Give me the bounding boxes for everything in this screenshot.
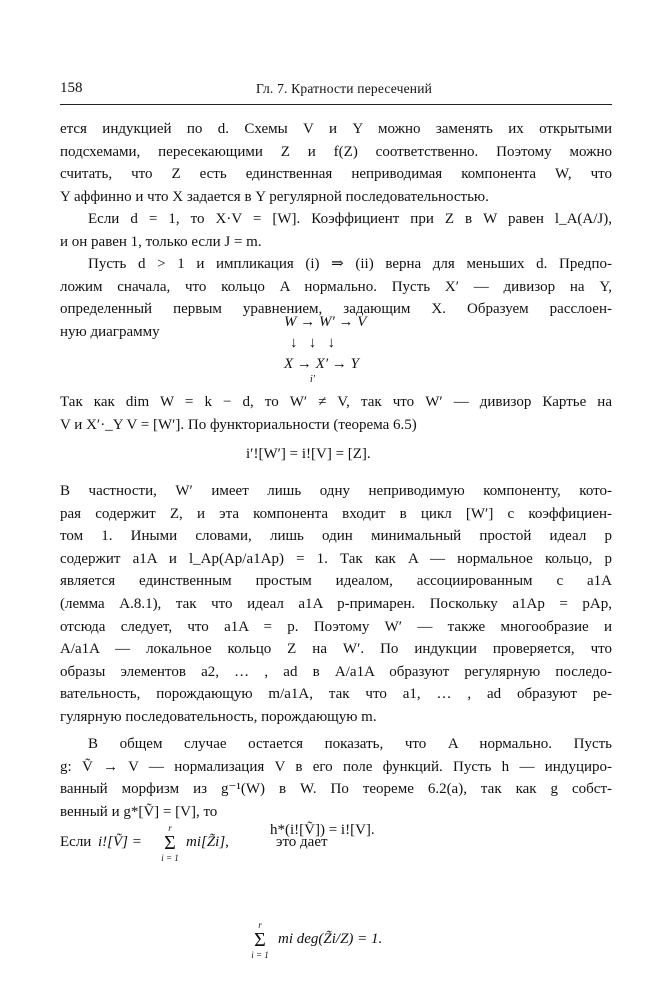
sum-upper-limit: r: [168, 823, 172, 833]
text-line: венный и g*[Ṽ] = [V], то: [60, 803, 218, 820]
sum-upper-limit: r: [258, 920, 262, 930]
text-line: содержит a1A и l_Ap(Ap/a1Ap) = 1. Так как A — нормальное кольцо, p: [60, 550, 612, 567]
sum-lower-limit: i = 1: [251, 950, 269, 960]
text-line: ную диаграмму: [60, 323, 160, 340]
text-line: отсюда следует, что a1A = p. Поэтому W′ — также многообразие и: [60, 618, 612, 635]
text-line: гулярную последовательность, порождающую m.: [60, 708, 377, 725]
text-line: является единственным простым идеалом, ассоциированным с a1A: [60, 573, 612, 590]
text-line: В общем случае остается показать, что A нормально. Пусть: [88, 736, 612, 752]
page-header: [60, 80, 612, 102]
text-line: ванный морфизм из g⁻¹(W) в W. По теореме 6.2(a), так как g собст-: [60, 781, 612, 798]
paragraph-6: [60, 733, 612, 823]
diagram-arrows: ↓ ↓ ↓: [290, 335, 335, 351]
formula-expression: mi deg(Z̃i/Z) = 1.: [278, 931, 383, 947]
text-line: рая содержит Z, и эта компонента входит в цикл [W′] с коэффициен-: [60, 505, 612, 522]
sum-sign: [250, 920, 270, 960]
text-line: считать, что Z есть единственная неприводимая компонента W, что: [60, 166, 612, 183]
sum-symbol: Σ: [254, 929, 266, 951]
text-line: Если d = 1, то X·V = [W]. Коэффициент при Z в W равен l_A(A/J),: [88, 211, 612, 227]
header-rule: [60, 104, 612, 105]
text-line: и он равен 1, только если J = m.: [60, 233, 262, 250]
sum-sign: [160, 823, 180, 863]
text-line: том 1. Иными словами, лишь один минимальный простой идеал p: [60, 528, 612, 545]
text-line: образы элементов a2, … , ad в A/a1A образуют регулярную последо-: [60, 663, 612, 680]
paragraph-4: [60, 391, 612, 436]
text-tail: это дает: [276, 834, 328, 850]
diagram-top-row: W → W′ → V: [284, 314, 367, 330]
text-line: Y аффинно и что X задается в Y регулярной последовательностью.: [60, 188, 489, 205]
text-line: A/a1A — локальное кольцо Z на W′. По индукции проверяется, что: [60, 641, 612, 658]
display-formula-1: i′![W′] = i![V] = [Z].: [246, 446, 371, 462]
text-line: V и X′·_Y V = [W′]. По функториальности (теорема 6.5): [60, 416, 417, 433]
paragraph-1: [60, 118, 612, 208]
text-line: Так как dim W = k − d, то W′ ≠ V, так что W′ — дивизор Картье на: [60, 394, 612, 410]
text-line: В частности, W′ имеет лишь одну неприводимую компоненту, кото-: [60, 483, 612, 499]
text-line: вательность, порождающую m/a1A, так что a1, … , ad образуют ре-: [60, 686, 612, 703]
paragraph-5: [60, 480, 612, 729]
sum-line: [60, 813, 480, 863]
diagram-label: i′: [310, 374, 315, 385]
display-formula-3: [250, 920, 470, 976]
text-line: определенный первым уравнением, задающим X. Образуем расслоен-: [60, 301, 612, 318]
text-lead: Если: [60, 834, 92, 850]
text-line: Пусть d > 1 и импликация (i) ⇒ (ii) верна для меньших d. Предпо-: [88, 256, 612, 272]
sum-lower-limit: i = 1: [161, 853, 179, 863]
paragraph-2: [60, 208, 612, 253]
sum-rhs: mi[Z̃i],: [186, 834, 229, 850]
text-line: подсхемами, пересекающими Z и f(Z) соответственно. Поэтому можно: [60, 143, 612, 160]
display-formula-2: h*(i![Ṽ]) = i![V].: [270, 822, 375, 838]
sum-symbol: Σ: [164, 832, 176, 854]
text-line: ложим сначала, что кольцо A нормально. Пусть X′ — дивизор на Y,: [60, 278, 612, 295]
text-line: g: Ṽ → V — нормализация V в его поле функций. Пусть h — индуциро-: [60, 758, 612, 775]
text-line: (лемма A.8.1), так что идеал a1A p-примарен. Поскольку a1Ap = pAp,: [60, 595, 612, 612]
diagram-bottom-row: X → X′ → Y: [284, 356, 359, 372]
sum-lhs: i![Ṽ] =: [98, 834, 142, 850]
page-number: 158: [60, 80, 83, 96]
running-head: Гл. 7. Кратности пересечений: [256, 81, 433, 96]
text-line: ется индукцией по d. Схемы V и Y можно заменять их открытыми: [60, 121, 612, 137]
